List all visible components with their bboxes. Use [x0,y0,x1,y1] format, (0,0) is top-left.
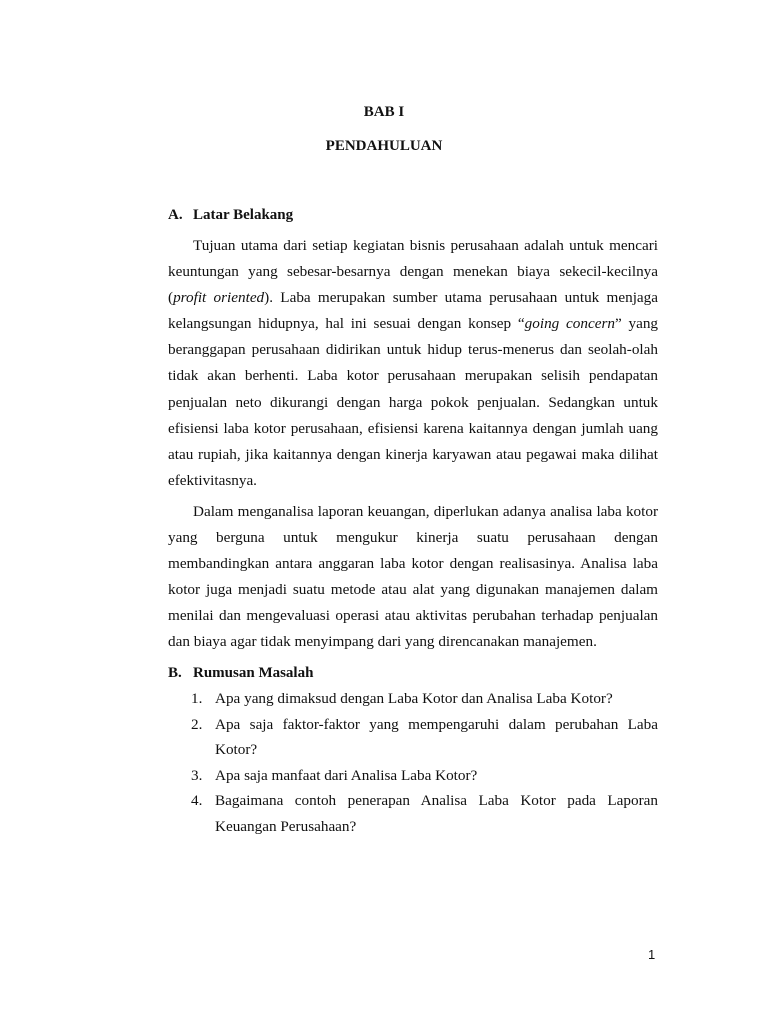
list-item-text: Apa saja faktor-faktor yang mempengaruhi dalam perubahan Laba Kotor? [215,715,658,758]
paragraph-1-text-1: Tujuan utama dari setiap kegiatan bisnis perusahaan adalah untuk mencari keuntungan yang sebesar-besarnya dengan menekan biaya sekecil-kecilnya ( [168,237,658,307]
list-item-number: 4. [191,792,203,809]
list-item-number: 1. [191,690,203,707]
section-a-title: Latar Belakang [193,207,294,223]
list-item [191,763,658,789]
section-a-heading [168,207,293,224]
problem-list [191,686,658,839]
section-a-paragraph-2: Dalam menganalisa laporan keuangan, diperlukan adanya analisa laba kotor yang berguna untuk mengukur kinerja suatu perusahaan dengan membandingkan antara anggaran laba kotor dengan realisasinya. Analisa laba kotor juga menjadi suatu metode atau alat yang digunakan manajemen dalam menilai dan mengevaluasi operasi atau aktivitas perubahan terhadap penjualan dan biaya agar tidak menyimpang dari yang direncanakan manajemen. [168,503,658,651]
section-a-paragraph-1 [168,233,658,494]
paragraph-1-text-2: ). Laba merupakan sumber utama perusahaan untuk menjaga kelangsungan hidupnya, hal ini sesuai dengan konsep “ [168,289,658,333]
list-item [191,686,658,712]
paragraph-1-text-3: ” yang beranggapan perusahaan didirikan untuk hidup terus-menerus dan seolah-olah tidak akan berhenti. Laba kotor perusahaan merupakan selisih pendapatan penjualan neto dikurangi dengan harga pokok penjualan. Sedangkan untuk efisiensi laba kotor perusahaan, efisiensi karena kaitannya dengan jumlah uang atau rupiah, jika kaitannya dengan kinerja karyawan atau pegawai maka dilihat efektivitasnya. [168,315,659,489]
list-item-number: 3. [191,766,203,784]
paragraph-1-italic-2: going concern [524,315,615,333]
list-item [191,788,658,839]
chapter-title: PENDAHULUAN [325,138,443,154]
list-item-text: Apa yang dimaksud dengan Laba Kotor dan Analisa Laba Kotor? [215,690,613,707]
list-item-text: Apa saja manfaat dari Analisa Laba Kotor? [215,766,478,784]
section-b-letter: B. [168,665,182,681]
paragraph-1-italic-1: profit oriented [173,289,265,307]
page-number: 1 [648,947,656,962]
list-item-text: Bagaimana contoh penerapan Analisa Laba Kotor pada Laporan Keuangan Perusahaan? [215,792,658,835]
chapter-label: BAB I [363,104,405,120]
section-b-heading [168,665,313,682]
list-item [191,712,658,763]
section-a-letter: A. [168,207,183,223]
section-b-title: Rumusan Masalah [193,665,314,681]
list-item-number: 2. [191,715,203,733]
